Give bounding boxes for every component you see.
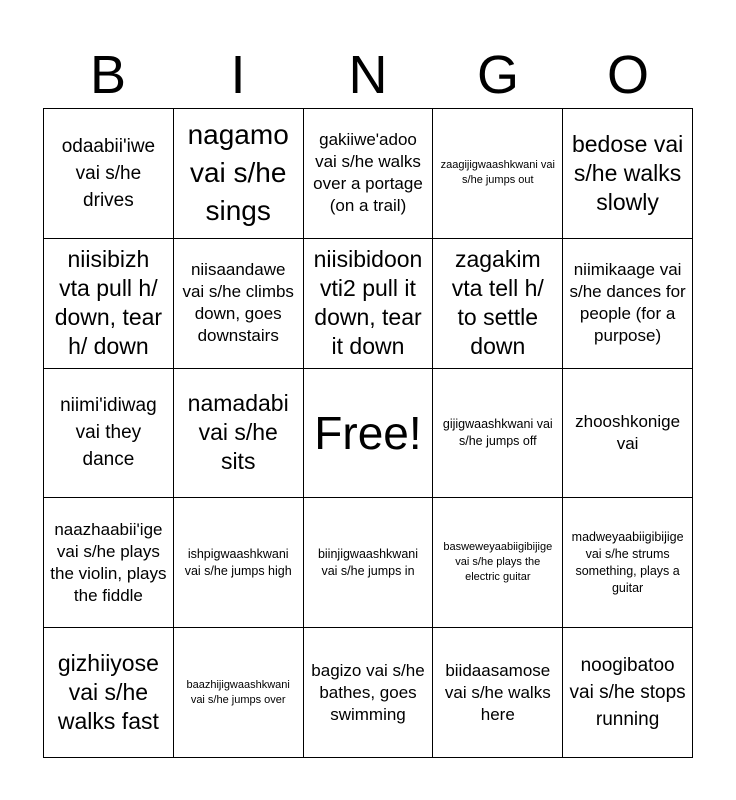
- bingo-cell-r1c4[interactable]: [433, 109, 563, 239]
- cell-text: niimi'idiwag vai they dance: [60, 395, 157, 471]
- cell-text: gakiiwe'adoo vai s/he walks over a portage (on a trail): [313, 130, 423, 216]
- cell-text: niisibidoon vti2 pull it down, tear it down: [313, 246, 423, 360]
- cell-text: gijigwaashkwani vai s/he jumps off: [442, 416, 553, 448]
- bingo-cell-r3c4[interactable]: [433, 369, 563, 499]
- cell-text: bedose vai s/he walks slowly: [571, 130, 684, 215]
- cell-text: biidaasamose vai s/he walks here: [444, 660, 551, 724]
- header-letter-b: B: [89, 45, 127, 105]
- bingo-cell-r2c3[interactable]: [304, 239, 434, 369]
- bingo-cell-free[interactable]: [304, 369, 434, 499]
- cell-text: odaabii'iwe vai s/he drives: [61, 135, 156, 211]
- bingo-cell-r4c5[interactable]: [563, 498, 693, 628]
- bingo-card-grid: [43, 108, 693, 758]
- cell-text: zagakim vta tell h/ to settle down: [451, 246, 544, 360]
- cell-text: baazhijigwaashkwani vai s/he jumps over: [186, 678, 290, 706]
- bingo-cell-r2c2[interactable]: [174, 239, 304, 369]
- header-letter-g: G: [476, 45, 519, 105]
- bingo-cell-r3c2[interactable]: [174, 369, 304, 499]
- bingo-cell-r5c1[interactable]: [44, 628, 174, 758]
- bingo-cell-r4c2[interactable]: [174, 498, 304, 628]
- cell-text: ishpigwaashkwani vai s/he jumps high: [184, 546, 292, 578]
- cell-text: zaagijigwaashkwani vai s/he jumps out: [440, 159, 555, 187]
- bingo-cell-r2c4[interactable]: [433, 239, 563, 369]
- cell-text: naazhaabii'ige vai s/he plays the violin, plays the fiddle: [50, 519, 167, 605]
- bingo-cell-r1c1[interactable]: [44, 109, 174, 239]
- header-letter-n: N: [348, 45, 388, 105]
- cell-text: zhooshkonige vai: [575, 411, 681, 453]
- header-letter-i: I: [230, 45, 246, 105]
- bingo-cell-r2c5[interactable]: [563, 239, 693, 369]
- cell-text: noogibatoo vai s/he stops running: [569, 655, 686, 731]
- bingo-cell-r3c1[interactable]: [44, 369, 174, 499]
- cell-text: biinjigwaashkwani vai s/he jumps in: [317, 546, 419, 578]
- bingo-cell-r3c5[interactable]: [563, 369, 693, 499]
- bingo-cell-r1c2[interactable]: [174, 109, 304, 239]
- bingo-cell-r1c5[interactable]: [563, 109, 693, 239]
- cell-text: nagamo vai s/he sings: [187, 119, 289, 227]
- free-space-text: Free!: [314, 406, 422, 459]
- bingo-cell-r5c4[interactable]: [433, 628, 563, 758]
- bingo-header: [43, 42, 693, 108]
- bingo-cell-r2c1[interactable]: [44, 239, 174, 369]
- cell-text: bagizo vai s/he bathes, goes swimming: [311, 660, 425, 724]
- cell-text: niisibizh vta pull h/ down, tear h/ down: [54, 246, 163, 360]
- cell-text: namadabi vai s/he sits: [187, 390, 289, 475]
- bingo-cell-r1c3[interactable]: [304, 109, 434, 239]
- bingo-cell-r4c1[interactable]: [44, 498, 174, 628]
- cell-text: gizhiiyose vai s/he walks fast: [57, 650, 159, 735]
- bingo-cell-r4c4[interactable]: [433, 498, 563, 628]
- bingo-cell-r5c2[interactable]: [174, 628, 304, 758]
- cell-text: madweyaabiigibijige vai s/he strums something, plays a guitar: [571, 529, 684, 595]
- header-letter-o: O: [606, 45, 649, 105]
- cell-text: basweweyaabiigibijige vai s/he plays the electric guitar: [443, 541, 553, 584]
- bingo-cell-r5c3[interactable]: [304, 628, 434, 758]
- cell-text: niisaandawe vai s/he climbs down, goes downstairs: [182, 260, 294, 346]
- bingo-cell-r5c5[interactable]: [563, 628, 693, 758]
- bingo-cell-r4c3[interactable]: [304, 498, 434, 628]
- cell-text: niimikaage vai s/he dances for people (for a purpose): [569, 260, 686, 346]
